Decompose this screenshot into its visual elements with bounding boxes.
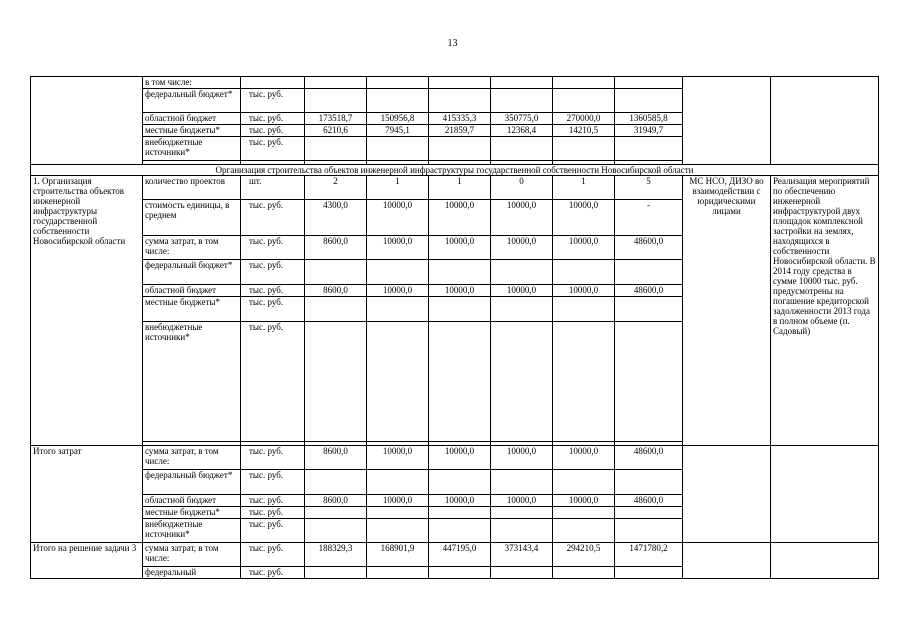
budget-table [30,76,879,579]
program-cell: Итого затрат [31,446,143,543]
value-cell: 270000,0 [553,113,615,125]
value-cell: 10000,0 [491,446,553,470]
indicator-cell: местные бюджеты* [143,297,241,322]
value-cell: 10000,0 [367,285,429,297]
value-cell: 10000,0 [491,495,553,507]
unit-cell: тыс. руб. [241,113,305,125]
value-cell: 10000,0 [553,446,615,470]
unit-cell: тыс. руб. [241,322,305,442]
value-cell: 8600,0 [305,236,367,260]
unit-cell: тыс. руб. [241,236,305,260]
value-cell: 10000,0 [491,200,553,236]
value-cell: 21859,7 [429,125,491,137]
unit-cell: тыс. руб. [241,200,305,236]
unit-cell: тыс. руб. [241,519,305,543]
value-cell: 10000,0 [429,285,491,297]
value-cell: 10000,0 [429,495,491,507]
value-cell: 10000,0 [491,285,553,297]
value-cell: 150956,8 [367,113,429,125]
indicator-cell: федеральный бюджет* [143,260,241,285]
unit-cell: тыс. руб. [241,297,305,322]
value-cell: 1 [367,176,429,200]
value-cell: 4300,0 [305,200,367,236]
indicator-cell: федеральный [143,567,241,579]
unit-cell: тыс. руб. [241,446,305,470]
executor-cell [683,77,771,165]
executor-cell [683,446,771,543]
unit-cell: тыс. руб. [241,260,305,285]
program-cell: Итого на решение задачи 3 [31,543,143,579]
indicator-cell: областной бюджет [143,285,241,297]
value-cell: 6210,6 [305,125,367,137]
page-number: 13 [447,38,458,49]
value-cell: 2 [305,176,367,200]
result-cell: Реализация мероприятий по обеспечению инженерной инфраструктурой двух площадок комплексной застройки на землях, находящихся в собственности Новосибирской области. В 2014 году средства в сумме 10000 тыс. руб. предусмотрены на погашение кредиторской задолженности 2013 года в полном объеме (п. Садовый) [771,176,879,446]
value-cell: 350775,0 [491,113,553,125]
indicator-cell: стоимость единицы, в среднем [143,200,241,236]
unit-cell: тыс. руб. [241,89,305,113]
value-cell: 1 [553,176,615,200]
value-cell: 10000,0 [429,200,491,236]
value-cell: 173518,7 [305,113,367,125]
value-cell: 10000,0 [367,446,429,470]
value-cell: 0 [491,176,553,200]
value-cell: 447195,0 [429,543,491,567]
unit-cell: тыс. руб. [241,285,305,297]
table-row [31,176,879,200]
value-cell: 1471780,2 [615,543,683,567]
unit-cell: тыс. руб. [241,125,305,137]
table-row [31,446,879,470]
value-cell: 8600,0 [305,495,367,507]
indicator-cell: федеральный бюджет* [143,89,241,113]
indicator-cell: областной бюджет [143,495,241,507]
indicator-cell: сумма затрат, в том числе: [143,446,241,470]
value-cell: 5 [615,176,683,200]
indicator-cell: сумма затрат, в том числе: [143,236,241,260]
value-cell: 168901,9 [367,543,429,567]
indicator-cell: внебюджетные источники* [143,322,241,442]
value-cell: 8600,0 [305,446,367,470]
value-cell: 373143,4 [491,543,553,567]
value-cell: 10000,0 [553,236,615,260]
program-cell: 1. Организация строительства объектов инженерной инфраструктуры государственной собственности Новосибирской области [31,176,143,446]
value-cell: 48600,0 [615,285,683,297]
result-cell [771,77,879,165]
value-cell: 10000,0 [429,236,491,260]
result-cell [771,446,879,543]
indicator-cell: местные бюджеты* [143,125,241,137]
value-cell: 415335,3 [429,113,491,125]
value-cell: 7945,1 [367,125,429,137]
unit-cell: тыс. руб. [241,567,305,579]
value-cell: 10000,0 [429,446,491,470]
section-row [31,165,879,176]
unit-cell: тыс. руб. [241,470,305,495]
unit-cell: тыс. руб. [241,543,305,567]
value-cell: 48600,0 [615,495,683,507]
unit-cell: тыс. руб. [241,507,305,519]
unit-cell: тыс. руб. [241,137,305,161]
result-cell [771,543,879,579]
section-title: Организация строительства объектов инженерной инфраструктуры государственной собственности Новосибирской области [31,165,879,176]
indicator-cell: внебюджетные источники* [143,519,241,543]
value-cell: 10000,0 [553,495,615,507]
value-cell: 48600,0 [615,236,683,260]
value-cell: 10000,0 [367,495,429,507]
value-cell: 10000,0 [553,200,615,236]
indicator-cell: областной бюджет [143,113,241,125]
value-cell: 1 [429,176,491,200]
value-cell: 10000,0 [491,236,553,260]
indicator-cell: количество проектов [143,176,241,200]
value-cell: 10000,0 [553,285,615,297]
indicator-cell: в том числе: [143,77,241,89]
value-cell: 12368,4 [491,125,553,137]
value-cell: 10000,0 [367,236,429,260]
value-cell: 10000,0 [367,200,429,236]
indicator-cell: сумма затрат, в том числе: [143,543,241,567]
unit-cell: тыс. руб. [241,495,305,507]
table-row [31,77,879,89]
value-cell: 48600,0 [615,446,683,470]
value-cell: 188329,3 [305,543,367,567]
value-cell: 8600,0 [305,285,367,297]
unit-cell: шт. [241,176,305,200]
executor-cell [683,543,771,579]
program-cell [31,77,143,165]
value-cell: - [615,200,683,236]
indicator-cell: федеральный бюджет* [143,470,241,495]
value-cell: 294210,5 [553,543,615,567]
executor-cell: МС НСО, ДИЗО во взаимодействии с юридическими лицами [683,176,771,446]
value-cell: 1360585,8 [615,113,683,125]
value-cell: 14210,5 [553,125,615,137]
indicator-cell: местные бюджеты* [143,507,241,519]
indicator-cell: внебюджетные источники* [143,137,241,161]
table-row [31,543,879,567]
value-cell: 31949,7 [615,125,683,137]
